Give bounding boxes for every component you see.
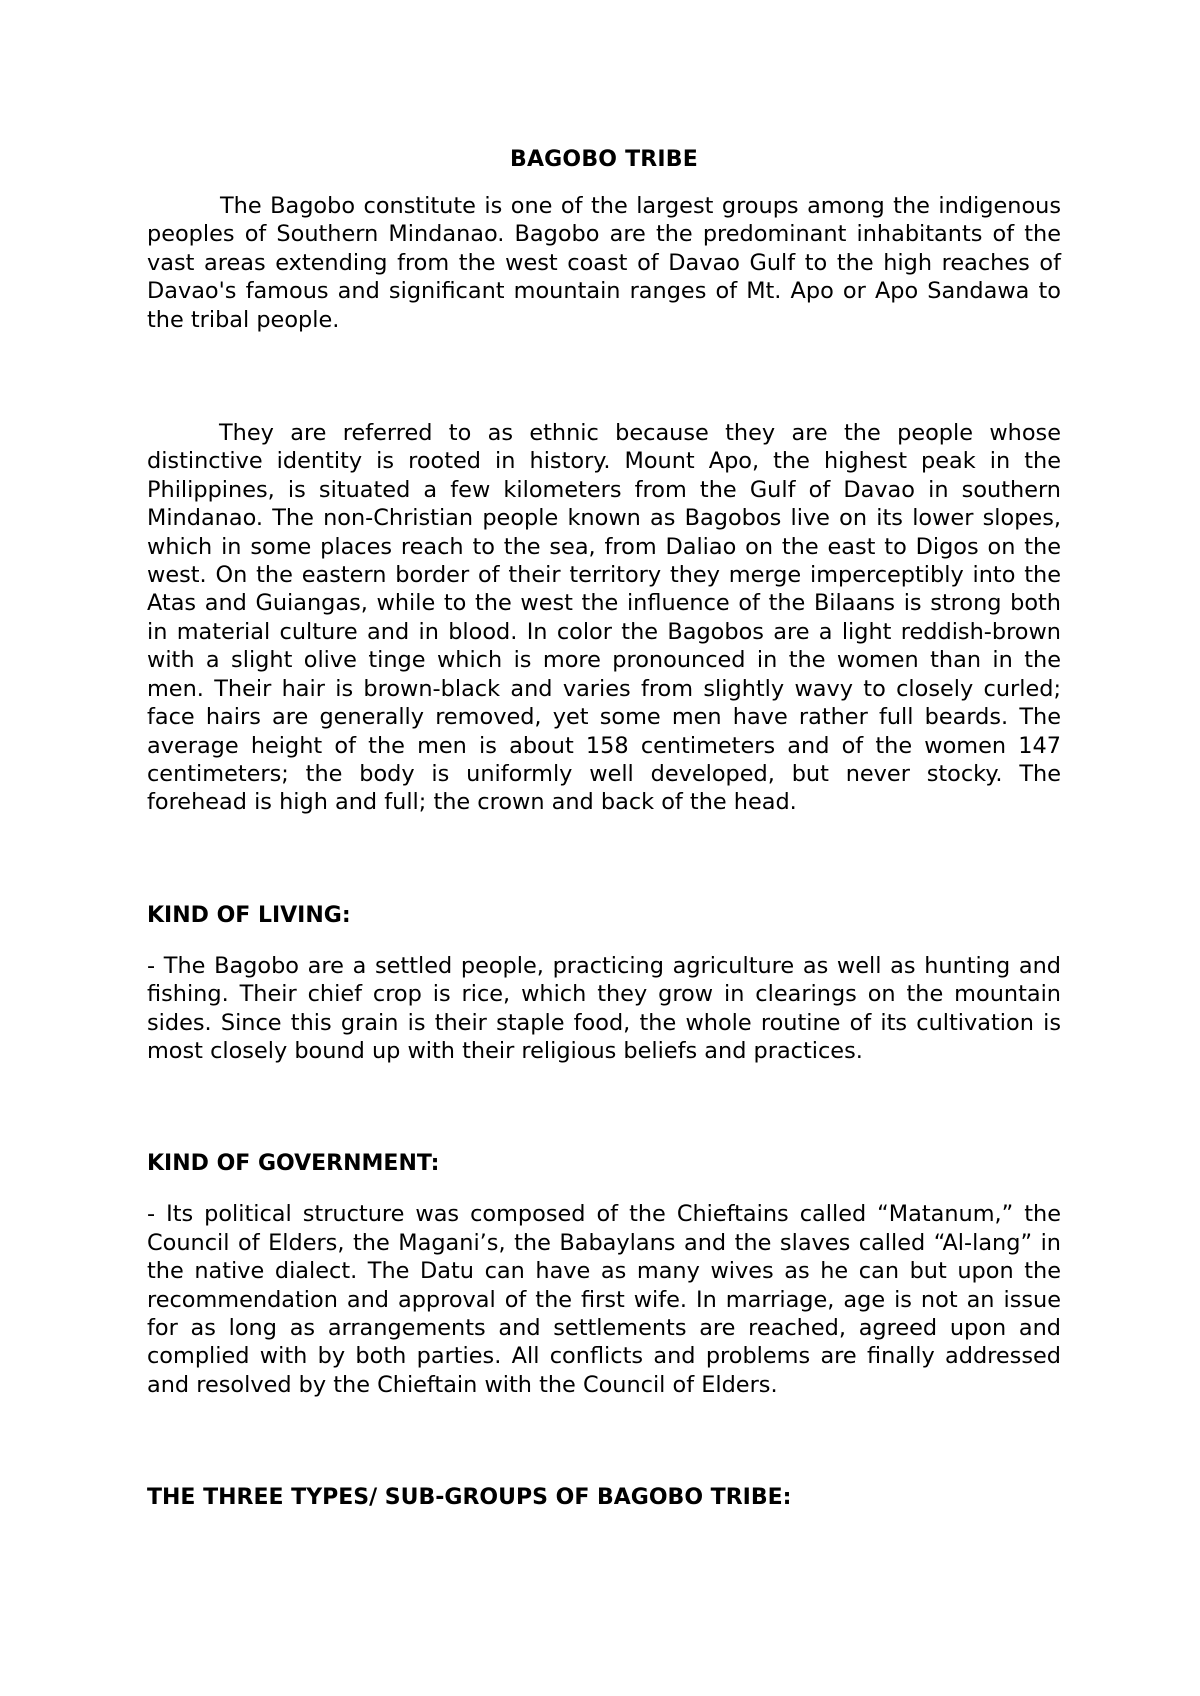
government-heading: KIND OF GOVERNMENT: bbox=[147, 1151, 440, 1177]
paragraph-spacer bbox=[147, 334, 1061, 419]
document-content bbox=[147, 146, 1061, 1534]
section-spacer bbox=[147, 817, 1061, 902]
subgroups-heading: THE THREE TYPES/ SUB-GROUPS OF BAGOBO TRIBE: bbox=[147, 1485, 792, 1511]
government-paragraph: - Its political structure was composed of the Chieftains called “Matanum,” the Council of Elders, the Magani’s, the Babaylans and the slaves called “Al-lang” in the native dialect. The Datu can have as many wives as he can but upon the recommendation and approval of the first wife. In marriage, age is not an issue for as long as arrangements and settlements are reached, agreed upon and complied with by both parties. All conflicts and problems are finally addressed and resolved by the Chieftain with the Council of Elders. bbox=[147, 1201, 1061, 1398]
section-spacer bbox=[147, 1065, 1061, 1150]
document-title: BAGOBO TRIBE bbox=[509, 147, 698, 172]
living-paragraph: - The Bagobo are a settled people, practicing agriculture as well as hunting and fishing. Their chief crop is rice, which they grow in clearings on the mountain sides. Since this grain is their staple food, the whole routine of its cultivation is most closely bound up with their religious beliefs and practices. bbox=[147, 952, 1061, 1064]
section-spacer bbox=[147, 1399, 1061, 1484]
living-heading: KIND OF LIVING: bbox=[147, 902, 351, 928]
ethnic-paragraph: They are referred to as ethnic because they are the people whose distinctive identity is rooted in history. Mount Apo, the highest peak in the Philippines, is situated a few kilometers from the Gulf of Davao in southern Mindanao. The non-Christian people known as Bagobos live on its lower slopes, which in some places reach to the sea, from Daliao on the east to Digos on the west. On the eastern border of their territory they merge imperceptibly into the Atas and Guiangas, while to the west the influence of the Bilaans is strong both in material culture and in blood. In color the Bagobos are a light reddish-brown with a slight olive tinge which is more pronounced in the women than in the men. Their hair is brown-black and varies from slightly wavy to closely curled; face hairs are generally removed, yet some men have rather full beards. The average height of the men is about 158 centimeters and of the women 147 centimeters; the body is uniformly well developed, but never stocky. The forehead is high and full; the crown and back of the head. bbox=[147, 420, 1061, 816]
intro-paragraph: The Bagobo constitute is one of the largest groups among the indigenous peoples of Southern Mindanao. Bagobo are the predominant inhabitants of the vast areas extending from the west coast of Davao Gulf to the high reaches of Davao's famous and significant mountain ranges of Mt. Apo or Apo Sandawa to the tribal people. bbox=[147, 193, 1061, 333]
